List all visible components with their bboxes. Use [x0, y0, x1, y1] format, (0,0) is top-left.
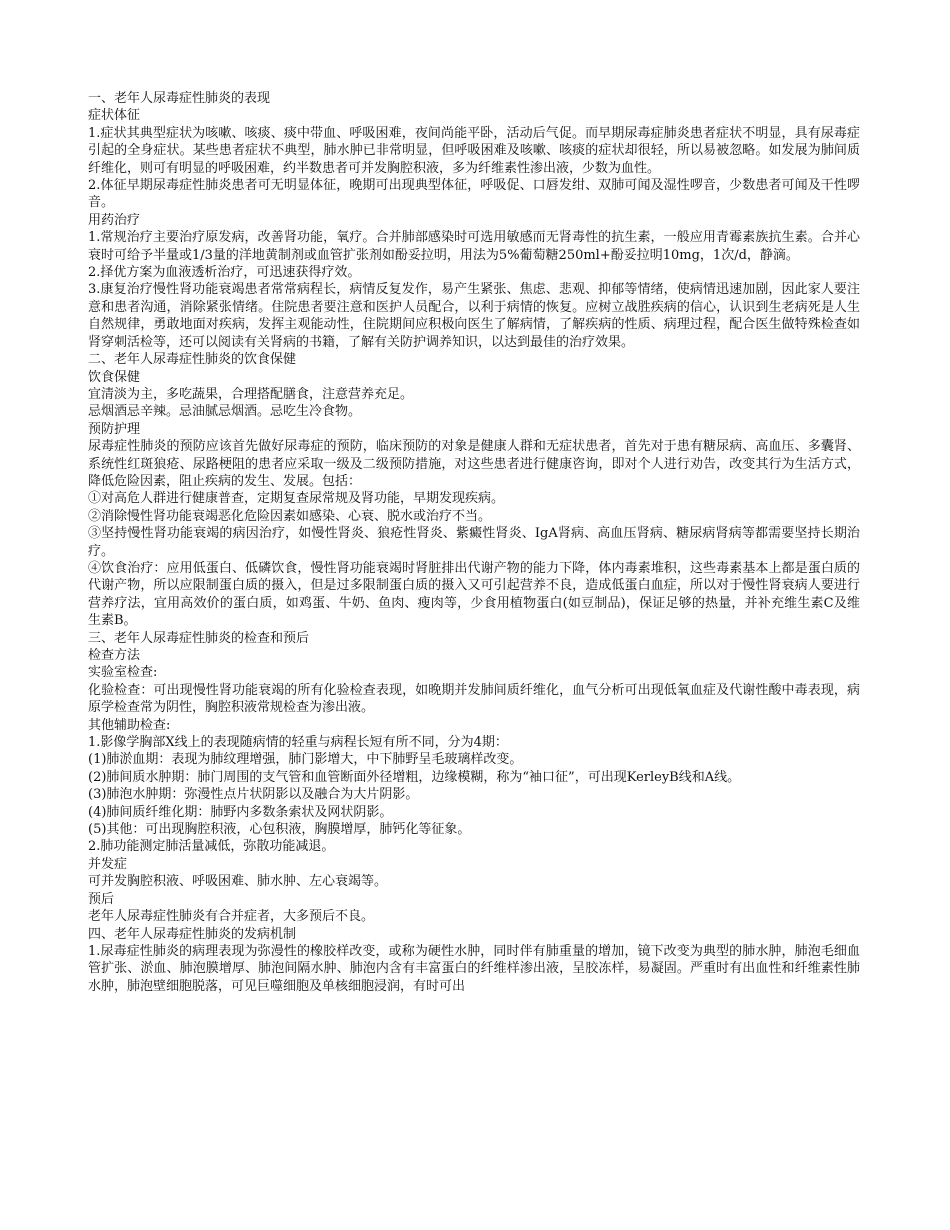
subheading-prevention: 预防护理: [88, 421, 141, 437]
subheading-symptoms: 症状体征: [88, 108, 141, 124]
paragraph-diet-advice: 宜清淡为主，多吃蔬果，合理搭配膳食，注意营养充足。: [88, 386, 414, 402]
section-heading-pathogenesis: 四、老年人尿毒症性肺炎的发病机制: [88, 926, 297, 942]
section-heading-examination: 三、老年人尿毒症性肺炎的检查和预后: [88, 630, 310, 646]
list-item-stage-5: (5)其他：可出现胸腔积液，心包积液，胸膜增厚，肺钙化等征象。: [88, 822, 471, 838]
paragraph-complications: 可并发胸腔积液、呼吸困难、肺水肿、左心衰竭等。: [88, 874, 388, 890]
paragraph-routine-treatment: 1.常规治疗主要治疗原发病，改善肾功能，氧疗。合并肺部感染时可选用敏感而无肾毒性的抗生素，一般应用青霉素族抗生素。合并心衰时可给予半量或1/3量的洋地黄制剂或血管扩张剂如酚妥拉明，用法为5%葡萄糖250ml+酚妥拉明10mg，1次/d，静滴。: [88, 230, 860, 263]
paragraph-prognosis: 老年人尿毒症性肺炎有合并症者，大多预后不良。: [88, 909, 375, 925]
subheading-lab-exam: 实验室检查:: [88, 665, 158, 681]
subheading-drug-treatment: 用药治疗: [88, 212, 141, 228]
document-body: [88, 90, 860, 995]
paragraph-prevention: 尿毒症性肺炎的预防应该首先做好尿毒症的预防，临床预防的对象是健康人群和无症状患者，首先对于患有糖尿病、高血压、多囊肾、系统性红斑狼疮、尿路梗阻的患者应采取一级及二级预防措施，对这些患者进行健康咨询，即对个人进行劝告，改变其行为生活方式，降低危险因素，阻止疾病的发生、发展。包括：: [88, 439, 860, 489]
subheading-complications: 并发症: [88, 856, 128, 872]
list-item-stage-4: (4)肺间质纤维化期：肺野内多数条索状及网状阴影。: [88, 804, 393, 820]
section-heading-diet: 二、老年人尿毒症性肺炎的饮食保健: [88, 352, 297, 368]
paragraph-dialysis: 2.择优方案为血液透析治疗，可迅速获得疗效。: [88, 265, 361, 281]
paragraph-signs: 2.体征早期尿毒症性肺炎患者可无明显体征，晚期可出现典型体征，呼吸促、口唇发绀、双肺可闻及湿性啰音，少数患者可闻及干性啰音。: [88, 178, 860, 211]
paragraph-imaging: 1.影像学胸部X线上的表现随病情的轻重与病程长短有所不同，分为4期：: [88, 735, 508, 751]
subheading-exam-methods: 检查方法: [88, 648, 141, 663]
section-heading-presentation: 一、老年人尿毒症性肺炎的表现: [88, 91, 271, 106]
paragraph-diet-avoid: 忌烟酒忌辛辣。忌油腻忌烟酒。忌吃生冷食物。: [88, 404, 362, 420]
subheading-prognosis: 预后: [88, 891, 115, 907]
subheading-diet-care: 饮食保健: [88, 369, 141, 385]
list-item-prevention-4: ④饮食治疗：应用低蛋白、低磷饮食，慢性肾功能衰竭时肾脏排出代谢产物的能力下降，体内毒素堆积，这些毒素基本上都是蛋白质的代谢产物，所以应限制蛋白质的摄入，但是过多限制蛋白质的摄入又可引起营养不良，造成低蛋白血症，所以对于慢性肾衰病人要进行营养疗法，宜用高效价的蛋白质，如鸡蛋、牛奶、鱼肉、瘦肉等，少食用植物蛋白(如豆制品)，保证足够的热量，并补充维生素C及维生素B。: [88, 560, 860, 629]
paragraph-pathogenesis: 1.尿毒症性肺炎的病理表现为弥漫性的橡胶样改变，或称为硬性水肿，同时伴有肺重量的增加，镜下改变为典型的肺水肿，肺泡毛细血管扩张、淤血、肺泡膜增厚、肺泡间隔水肿、肺泡内含有丰富蛋白的纤维样渗出液，呈胶冻样，易凝固。严重时有出血性和纤维素性肺水肿，肺泡壁细胞脱落，可见巨噬细胞及单核细胞浸润，有时可出: [88, 943, 860, 994]
list-item-prevention-1: ①对高危人群进行健康普查，定期复查尿常规及肾功能，早期发现疾病。: [88, 491, 505, 507]
subheading-other-exam: 其他辅助检查:: [88, 717, 171, 733]
paragraph-lung-function: 2.肺功能测定肺活量减低，弥散功能减退。: [88, 839, 335, 855]
paragraph-symptoms: 1.症状其典型症状为咳嗽、咳痰、痰中带血、呼吸困难，夜间尚能平卧，活动后气促。而早期尿毒症肺炎患者症状不明显，具有尿毒症引起的全身症状。某些患者症状不典型，肺水肿已非常明显，但呼吸困难及咳嗽、咳痰的症状却很轻，所以易被忽略。如发展为肺间质纤维化，则可有明显的呼吸困难，约半数患者可并发胸腔积液，多为纤维素性渗出液，少数为血性。: [88, 125, 860, 176]
list-item-stage-2: (2)肺间质水肿期：肺门周围的支气管和血管断面外径增粗，边缘模糊，称为“袖口征”，可出现KerleyB线和A线。: [88, 769, 741, 785]
paragraph-rehabilitation: 3.康复治疗慢性肾功能衰竭患者常常病程长，病情反复发作，易产生紧张、焦虑、悲观、抑郁等情绪，使病情迅速加剧，因此家人要注意和患者沟通，消除紧张情绪。住院患者要注意和医护人员配合，以利于病情的恢复。应树立战胜疾病的信心，认识到生老病死是人生自然规律，勇敢地面对疾病，发挥主观能动性，住院期间应积极向医生了解病情，了解疾病的性质、病理过程，配合医生做特殊检查如肾穿刺活检等，还可以阅读有关肾病的书籍，了解有关防护调养知识，以达到最佳的治疗效果。: [88, 282, 860, 350]
list-item-prevention-3: ③坚持慢性肾功能衰竭的病因治疗，如慢性肾炎、狼疮性肾炎、紫癜性肾炎、IgA肾病、高血压肾病、糖尿病肾病等都需要坚持长期治疗。: [88, 526, 860, 559]
paragraph-lab-exam: 化验检查：可出现慢性肾功能衰竭的所有化验检查表现，如晚期并发肺间质纤维化，血气分析可出现低氧血症及代谢性酸中毒表现，病原学检查常为阴性，胸腔积液常规检查为渗出液。: [88, 682, 860, 716]
list-item-stage-1: (1)肺淤血期：表现为肺纹理增强，肺门影增大，中下肺野呈毛玻璃样改变。: [88, 752, 523, 768]
list-item-stage-3: (3)肺泡水肿期：弥漫性点片状阴影以及融合为大片阴影。: [88, 787, 419, 803]
list-item-prevention-2: ②消除慢性肾功能衰竭恶化危险因素如感染、心衰、脱水或治疗不当。: [88, 508, 492, 524]
